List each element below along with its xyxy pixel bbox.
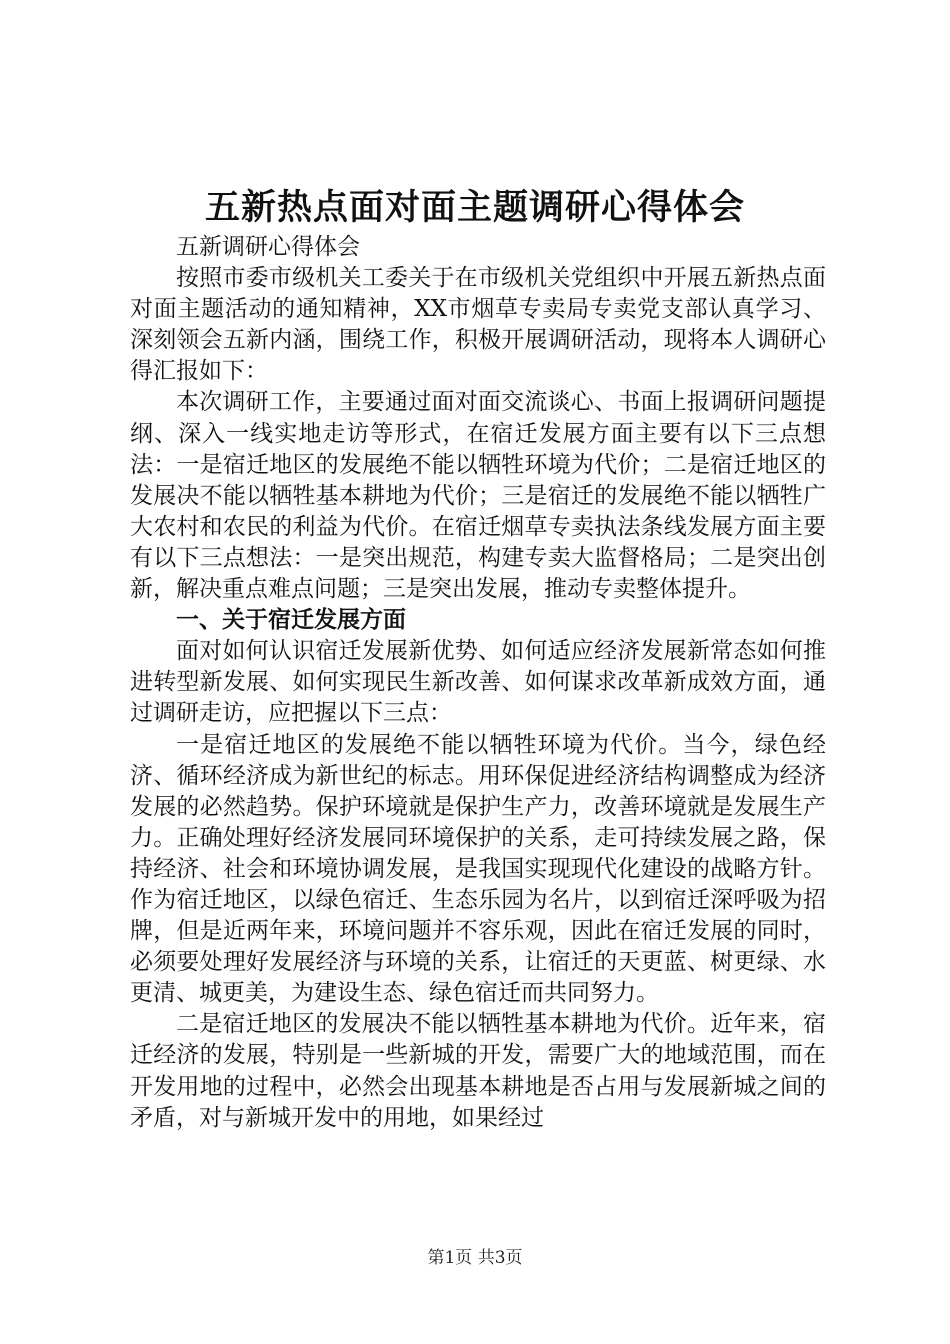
page-footer: 第1页 共3页 (427, 1248, 523, 1268)
section-heading: 一、关于宿迁发展方面 (176, 607, 406, 634)
summary-paragraph: 本次调研工作，主要通过面对面交流谈心、书面上报调研问题提纲、深入一线实地走访等形式，在宿迁发展方面主要有以下三点想法：一是宿迁地区的发展绝不能以牺牲环境为代价；二是宿迁地区的发展决不能以牺牲基本耕地为代价；三是宿迁的发展绝不能以牺牲广大农村和农民的利益为代价。在宿迁烟草专卖执法条线发展方面主要有以下三点想法：一是突出规范，构建专卖大监督格局；二是突出创新，解决重点难点问题；三是突出发展，推动专卖整体提升。 (130, 389, 826, 603)
section-intro-paragraph: 面对如何认识宿迁发展新优势、如何适应经济发展新常态如何推进转型新发展、如何实现民生新改善、如何谋求改革新成效方面，通过调研走访，应把握以下三点： (130, 638, 826, 727)
document-title: 五新热点面对面主题调研心得体会 (204, 187, 745, 228)
subtitle-paragraph: 五新调研心得体会 (176, 234, 360, 260)
intro-paragraph: 按照市委市级机关工委关于在市级机关党组织中开展五新热点面对面主题活动的通知精神，XX市烟草专卖局专卖党支部认真学习、深刻领会五新内涵，围绕工作，积极开展调研活动，现将本人调研心得汇报如下： (130, 265, 826, 385)
point-two-paragraph: 二是宿迁地区的发展决不能以牺牲基本耕地为代价。近年来，宿迁经济的发展，特别是一些新城的开发，需要广大的地域范围，而在开发用地的过程中，必然会出现基本耕地是否占用与发展新城之间的矛盾，对与新城开发中的用地，如果经过 (130, 1011, 826, 1131)
point-one-paragraph: 一是宿迁地区的发展绝不能以牺牲环境为代价。当今，绿色经济、循环经济成为新世纪的标志。用环保促进经济结构调整成为经济发展的必然趋势。保护环境就是保护生产力，改善环境就是发展生产力。正确处理好经济发展同环境保护的关系，走可持续发展之路，保持经济、社会和环境协调发展，是我国实现现代化建设的战略方针。作为宿迁地区，以绿色宿迁、生态乐园为名片，以到宿迁深呼吸为招牌，但是近两年来，环境问题并不容乐观，因此在宿迁发展的同时，必须要处理好发展经济与环境的关系，让宿迁的天更蓝、树更绿、水更清、城更美，为建设生态、绿色宿迁而共同努力。 (130, 731, 826, 1007)
document-body (130, 232, 826, 1134)
